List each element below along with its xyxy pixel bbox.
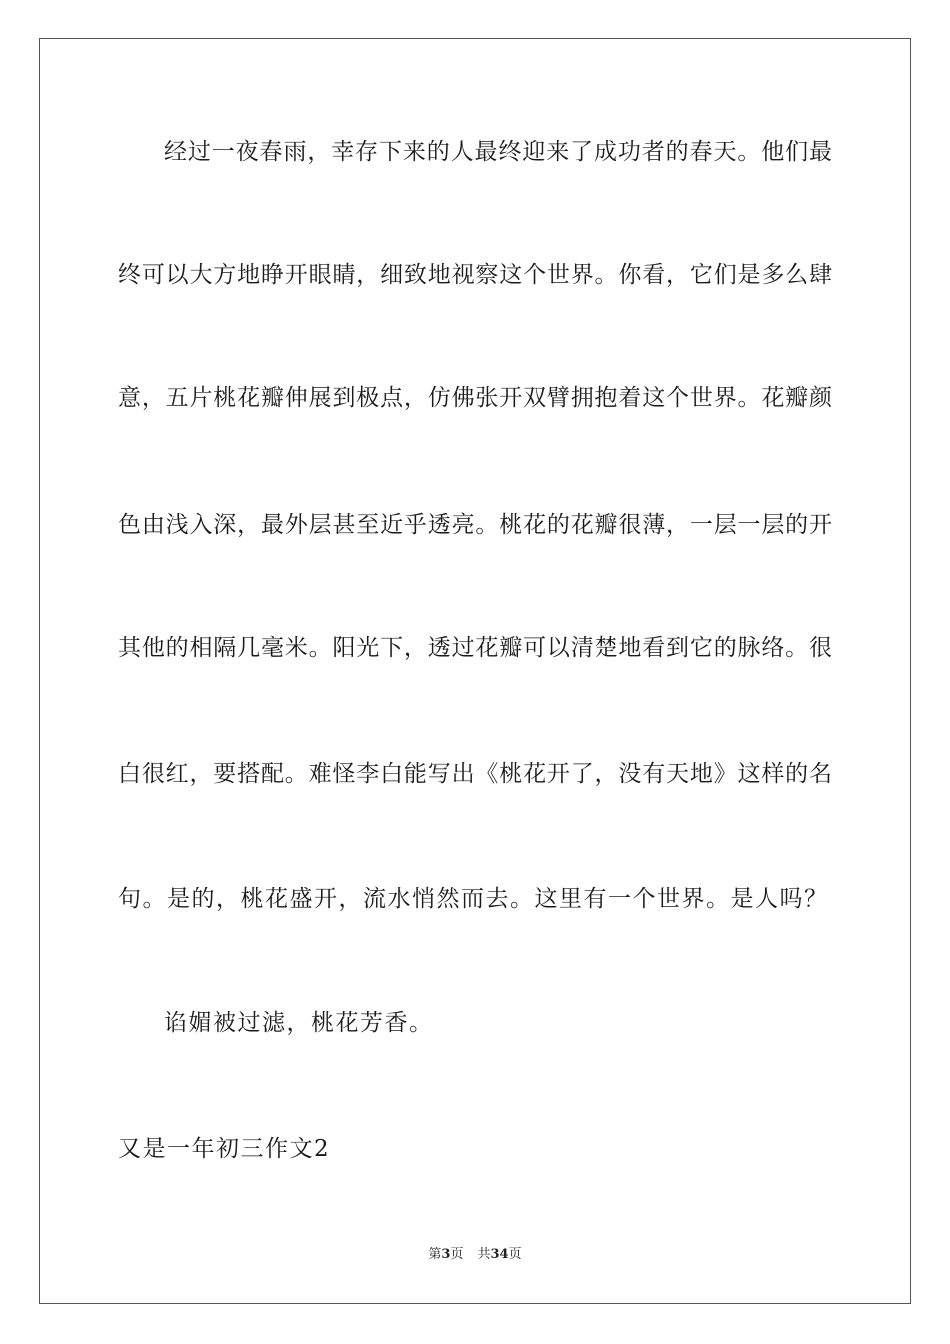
page-prefix: 第 — [428, 1247, 442, 1262]
paragraph-line: 句。是的，桃花盛开，流水悄然而去。这里有一个世界。是人吗？ — [118, 886, 829, 912]
section-heading: 又是一年初三作文2 — [118, 1136, 331, 1162]
page-footer — [0, 1246, 950, 1264]
total-pages: 34 — [490, 1247, 509, 1262]
total-prefix: 共 — [477, 1247, 491, 1262]
paragraph-line: 经过一夜春雨，幸存下来的人最终迎来了成功者的春天。他们最 — [164, 139, 832, 165]
page-number: 3 — [441, 1247, 451, 1262]
total-suffix: 页 — [508, 1247, 522, 1262]
paragraph-line: 色由浅入深，最外层甚至近乎透亮。桃花的花瓣很薄，一层一层的开 — [118, 512, 832, 538]
paragraph-line: 终可以大方地睁开眼睛，细致地视察这个世界。你看，它们是多么肆 — [118, 262, 832, 288]
page-border — [39, 38, 911, 1304]
page-suffix: 页 — [450, 1247, 464, 1262]
paragraph-line: 白很红，要搭配。难怪李白能写出《桃花开了，没有天地》这样的名 — [118, 761, 832, 787]
paragraph-line: 谄媚被过滤，桃花芳香。 — [164, 1010, 434, 1036]
paragraph-line: 其他的相隔几毫米。阳光下，透过花瓣可以清楚地看到它的脉络。很 — [118, 635, 832, 661]
paragraph-line: 意，五片桃花瓣伸展到极点，仿佛张开双臂拥抱着这个世界。花瓣颜 — [118, 385, 832, 411]
